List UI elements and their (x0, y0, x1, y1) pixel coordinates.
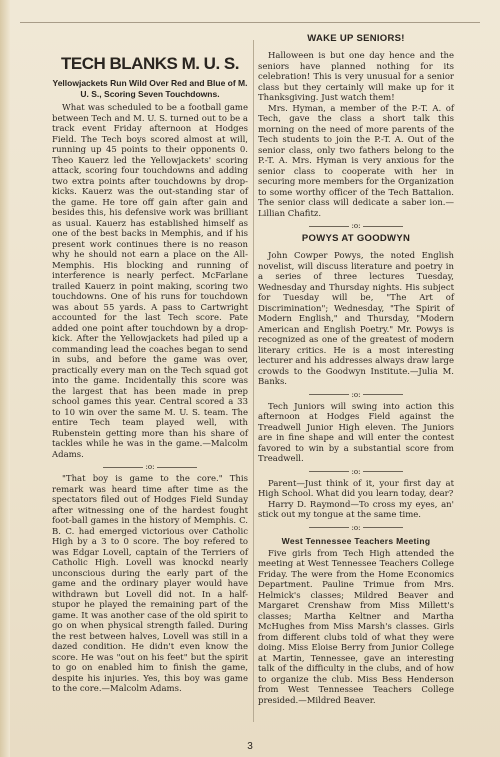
wake-up-paragraph-1: Halloween is but one day hence and the seniors have planned nothing for its celebration! This is very unusual for a senior class but they certainly will make up for it Thanksgiving. Just watch them! (258, 51, 454, 103)
wake-up-paragraph-2: Mrs. Hyman, a member of the P.-T. A. of Tech, gave the class a short talk this morning on the need of more parents of the Tech students to join the P.-T. A. Out of the senior class, only two fathers belong to the P.-T. A. Mrs. Hyman is very anxious for the senior class to cooperate with her in securing more members for the Organization to some worthy officer of the Tech Battalion. The senior class will dedicate a saber ion.—Lillian Chafitz. (258, 103, 454, 219)
football-article: What was scheduled to be a football game between Tech and M. U. S. turned out to be a track event Friday afternoon at Hodges Field. The Tech boys scored almost at will, running up 45 points to their opponents 0. Theo Kauerz led the Yellowjackets' scoring attack, scoring four touchdowns and adding two extra points after touchdowns by drop-kicks. Kauerz was the out-standing star of the game. He tore off gain after gain and besides this, his defensive work was brilliant as usual. Kauerz has established himself as one of the best backs in Memphis, and if his present work continues there is no reason why he should not earn a place on the All-Memphis. His blocking and running of interference is nearly perfect. McFarlane trailed Kauerz in point making, scoring two touchdowns. One of his runs for touchdown was about 55 yards. A pass to Cartwright accounted for the last Tech score. Pate added one point after touchdown by a drop-kick. After the Yellowjackets had piled up a commanding lead the coaches began to send in subs, and before the game was over, practically every man on the Tech squad got into the game. Incidentally this score was the largest that has been made in prep school games this year. Central scored a 33 to 10 win over the same M. U. S. team. The entire Tech team played well, with Rubenstein getting more than his share of tackles while he was in the game.—Malcolm Adams. (52, 103, 248, 460)
separator: :o: (258, 524, 454, 532)
teachers-meeting-heading: West Tennessee Teachers Meeting (281, 535, 431, 546)
joke-parent: Parent—Just think of it, your first day at High School. What did you learn today, dear? (258, 478, 454, 499)
powys-paragraph: John Cowper Powys, the noted English novelist, will discuss literature and poetry in a series of three lectures Tuesday, Wednesday and Thursday nights. His subject for Tuesday will be, "The Art of Discrimination"; Wednesday, "The Spirit of Modern English," and Thursday, "Modern American and English Poetry." Mr. Powys is recognized as one of the greatest of modern literary critics. He is a most interesting lecturer and his addresses always draw large crowds to the Goodwyn Institute.—Julia M. Banks. (258, 251, 454, 387)
paper-edge (0, 0, 10, 757)
top-rule (20, 22, 480, 23)
joke-reply: Harry D. Raymond—To cross my eyes, an' stick out my tongue at the same time. (258, 499, 454, 520)
right-column (258, 30, 454, 706)
wake-up-seniors-heading: WAKE UP SENIORS! (307, 33, 405, 44)
teachers-meeting-paragraph: Five girls from Tech High attended the meeting at West Tennessee Teachers College Friday. The were from the Home Economics Department. Pauline Trimue from Mrs. Helmick's classes; Mildred Beaver and Margaret Crenshaw from Miss Millett's classes; Martha Keltner and Martha McHughes from Miss Marsh's classes. Girls from different clubs told of what they were doing. Miss Eloise Berry from Junior College at Martin, Tennessee, gave an interesting talk of the difficulty in the clubs, and of how to organize the club. Miss Bess Henderson from West Tennessee Teachers College presided.—Mildred Beaver. (258, 548, 454, 706)
juniors-paragraph: Tech Juniors will swing into action this afternoon at Hodges Field against the Treadwell Junior High eleven. The Juniors are in fine shape and will enter the contest favored to win by a substantial score from Treadwell. (258, 401, 454, 464)
separator: :o: (258, 391, 454, 399)
powys-heading: POWYS AT GOODWYN (301, 233, 411, 244)
left-column (52, 30, 248, 695)
headline: TECH BLANKS M. U. S. (61, 54, 239, 73)
lovell-article: "That boy is game to the core." This remark was heard time after time as the spectators filed out of Hodges Field Sunday after witnessing one of the hardest fought foot-ball games in the history of Memphis. C. B. C. had emerged victorious over Catholic High by a 3 to 0 score. The boy refered to was Edgar Lovell, captain of the Terriers of Catholic High. Lovell was knockd nearly unconscious during the early part of the game and the ordinary player would have withdrawn but Lovell did not. In a half-stupor he played the remaining part of the game. It was another case of the old spirit to go on when physical strength failed. During the rest between halves, Lovell was still in a dazed condition. He didn't even know the score. He was "out on his feet" but the spirit to go on enabled him to finish the game, despite his injuries. Yes, this boy was game to the core.—Malcolm Adams. (52, 474, 248, 694)
separator: :o: (258, 222, 454, 230)
separator: :o: (52, 463, 248, 471)
separator: :o: (258, 468, 454, 476)
page-number: 3 (247, 741, 253, 752)
subheadline: Yellowjackets Run Wild Over Red and Blue of M. U. S., Scoring Seven Touchdowns. (52, 78, 248, 99)
column-divider (253, 40, 254, 722)
